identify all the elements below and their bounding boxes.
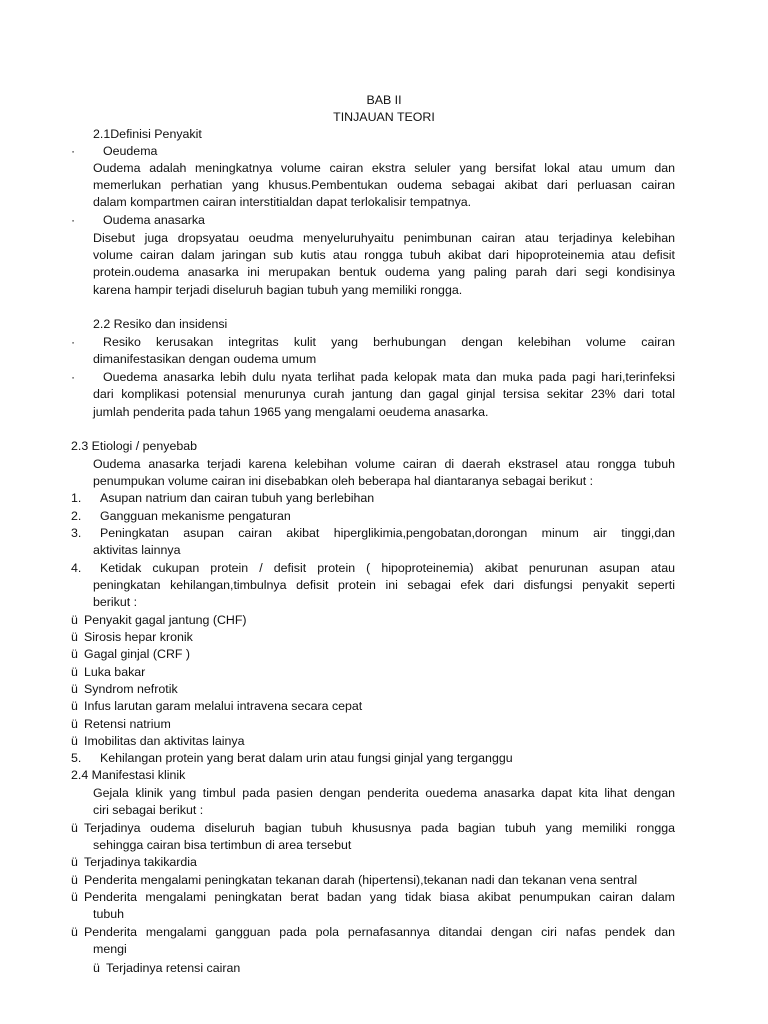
paragraph-line: memerlukan perhatian yang khusus.Pembentukan oudema sebagai akibat dari perluasan cairan [93, 178, 675, 192]
chapter-number: BAB II [366, 93, 402, 107]
paragraph-line: Oudema anasarka terjadi karena kelebihan volume cairan di daerah ekstrasel atau rongga tubuh [93, 457, 675, 471]
paragraph-line: Resiko kerusakan integritas kulit yang berhubungan dengan kelebihan volume cairan [103, 335, 675, 349]
section-2-4-heading: 2.4 Manifestasi klinik [71, 768, 186, 782]
chapter-title: TINJAUAN TEORI [333, 110, 435, 124]
checkmark-bullet: ü [71, 890, 78, 904]
paragraph-line: dalam kompartmen cairan interstitialdan dapat terlokalisir tempatnya. [93, 195, 472, 209]
paragraph-line: Oudema adalah meningkatnya volume cairan ekstra seluler yang bersifat lokal atau umum dan [93, 161, 675, 175]
list-number: 2. [71, 509, 82, 523]
symptom-item: Terjadinya takikardia [84, 855, 197, 869]
list-number: 3. [71, 526, 82, 540]
paragraph-line: Gejala klinik yang timbul pada pasien dengan penderita ouedema anasarka dapat kita lihat dengan [93, 786, 675, 800]
checkmark-bullet: ü [71, 682, 78, 696]
paragraph-line: dimanifestasikan dengan oudema umum [93, 352, 317, 366]
list-item-continued: peningkatan kehilangan,timbulnya defisit protein ini sebagai efek dari disfungsi penyakit seperti [93, 578, 675, 592]
list-item-continued: berikut : [93, 595, 138, 609]
checkmark-bullet: ü [71, 734, 78, 748]
checkmark-bullet: ü [71, 717, 78, 731]
symptom-item: Penderita mengalami peningkatan berat badan yang tidak biasa akibat penumpukan cairan dalam [84, 890, 675, 904]
sub-list-item: Syndrom nefrotik [84, 682, 178, 696]
checkmark-bullet: ü [93, 961, 100, 975]
symptom-item: Penderita mengalami peningkatan tekanan darah (hipertensi),tekanan nadi dan tekanan vena sentral [84, 873, 638, 887]
checkmark-bullet: ü [71, 647, 78, 661]
paragraph-line: dari komplikasi potensial menurunya curah jantung dan gagal ginjal tersisa sekitar 23% dari total [93, 387, 675, 401]
paragraph-line: karena hampir terjadi diseluruh bagian tubuh yang memiliki rongga. [93, 283, 463, 297]
paragraph-line: ciri sebagai berikut : [93, 803, 204, 817]
bullet-marker: · [71, 213, 76, 227]
symptom-item: Terjadinya retensi cairan [106, 961, 241, 975]
list-item: Peningkatan asupan cairan akibat hiperglikimia,pengobatan,dorongan minum air tinggi,dan [100, 526, 675, 540]
list-number: 4. [71, 561, 82, 575]
sub-list-item: Infus larutan garam melalui intravena secara cepat [84, 699, 363, 713]
checkmark-bullet: ü [71, 613, 78, 627]
section-2-1-heading: 2.1Definisi Penyakit [93, 127, 202, 141]
symptom-item: Terjadinya oudema diseluruh bagian tubuh khususnya pada bagian tubuh yang memiliki rongga [84, 821, 675, 835]
checkmark-bullet: ü [71, 925, 78, 939]
list-item: Ketidak cukupan protein / defisit protein ( hipoproteinemia) akibat penurunan asupan atau [100, 561, 675, 575]
checkmark-bullet: ü [71, 699, 78, 713]
list-item: Gangguan mekanisme pengaturan [100, 509, 291, 523]
sub-list-item: Retensi natrium [84, 717, 171, 731]
checkmark-bullet: ü [71, 855, 78, 869]
section-2-2-heading: 2.2 Resiko dan insidensi [93, 317, 228, 331]
paragraph-line: volume cairan dalam jaringan sub kutis atau rongga tubuh akibat dari hipoproteinemia atau defisit [93, 248, 675, 262]
list-number: 1. [71, 491, 82, 505]
bullet-marker: · [71, 144, 76, 158]
checkmark-bullet: ü [71, 873, 78, 887]
symptom-item-continued: sehingga cairan bisa tertimbun di area tersebut [93, 838, 352, 852]
list-number: 5. [71, 751, 82, 765]
list-item: Asupan natrium dan cairan tubuh yang berlebihan [100, 491, 375, 505]
sub-list-item: Sirosis hepar kronik [84, 630, 193, 644]
sub-list-item: Imobilitas dan aktivitas lainya [84, 734, 245, 748]
list-item-continued: aktivitas lainnya [93, 543, 181, 557]
paragraph-line: Disebut juga dropsyatau oeudma menyeluruhyaitu penimbunan cairan atau terjadinya kelebihan [93, 231, 675, 245]
list-item: Kehilangan protein yang berat dalam urin atau fungsi ginjal yang terganggu [100, 751, 513, 765]
sub-list-item: Luka bakar [84, 665, 146, 679]
paragraph-line: Ouedema anasarka lebih dulu nyata terlihat pada kelopak mata dan muka pada pagi hari,terinfeksi [103, 370, 675, 384]
sub-list-item: Gagal ginjal (CRF ) [84, 647, 191, 661]
symptom-item-continued: mengi [93, 942, 127, 956]
bullet-marker: · [71, 370, 76, 384]
bullet-marker: · [71, 335, 76, 349]
checkmark-bullet: ü [71, 665, 78, 679]
symptom-item: Penderita mengalami gangguan pada pola pernafasannya ditandai dengan ciri nafas pendek dan [84, 925, 675, 939]
sub-list-item: Penyakit gagal jantung (CHF) [84, 613, 247, 627]
checkmark-bullet: ü [71, 821, 78, 835]
checkmark-bullet: ü [71, 630, 78, 644]
section-2-3-heading: 2.3 Etiologi / penyebab [71, 439, 198, 453]
item-oeudema-title: Oeudema [103, 144, 158, 158]
paragraph-line: penumpukan volume cairan ini disebabkan oleh beberapa hal diantaranya sebagai berikut : [93, 474, 594, 488]
item-anasarka-title: Oudema anasarka [103, 213, 205, 227]
symptom-item-continued: tubuh [93, 907, 125, 921]
paragraph-line: jumlah penderita pada tahun 1965 yang mengalami oeudema anasarka. [93, 405, 489, 419]
paragraph-line: protein.oudema anasarka ini merupakan bentuk oudema yang paling parah dari segi kondisinya [93, 265, 675, 279]
